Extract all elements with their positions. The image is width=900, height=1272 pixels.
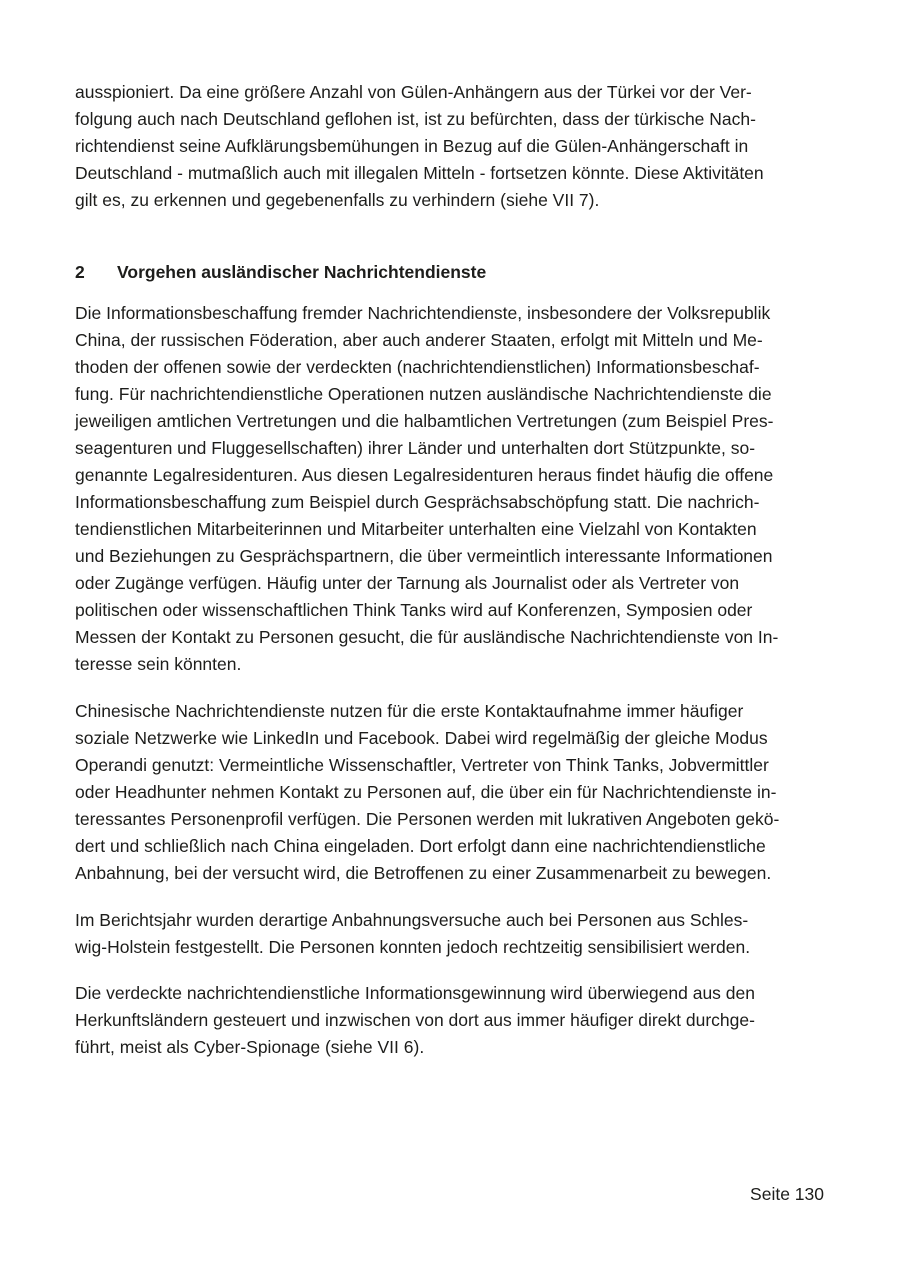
text-line: Deutschland - mutmaßlich auch mit illegalen Mitteln - fortsetzen könnte. Diese Aktivitäten	[75, 163, 764, 183]
text-line: richtendienst seine Aufklärungsbemühungen in Bezug auf die Gülen-Anhängerschaft in	[75, 136, 749, 156]
text-line: fung. Für nachrichtendienstliche Operationen nutzen ausländische Nachrichtendienste die	[75, 384, 772, 404]
text-line: folgung auch nach Deutschland geflohen ist, ist zu befürchten, dass der türkische Nach-	[75, 109, 756, 129]
text-line: tendienstlichen Mitarbeiterinnen und Mitarbeiter unterhalten eine Vielzahl von Kontakten	[75, 519, 757, 539]
text-line: Anbahnung, bei der versucht wird, die Betroffenen zu einer Zusammenarbeit zu bewegen.	[75, 863, 772, 883]
text-line: thoden der offenen sowie der verdeckten (nachrichtendienstlichen) Informationsbeschaf-	[75, 357, 760, 377]
text-line: Im Berichtsjahr wurden derartige Anbahnungsversuche auch bei Personen aus Schles-	[75, 910, 749, 930]
text-line: und Beziehungen zu Gesprächspartnern, die über vermeintlich interessante Informationen	[75, 546, 773, 566]
page-number: Seite 130	[750, 1184, 824, 1204]
text-line: teressantes Personenprofil verfügen. Die Personen werden mit lukrativen Angeboten gekö-	[75, 809, 780, 829]
section-number: 2	[75, 262, 85, 282]
text-line: Die Informationsbeschaffung fremder Nachrichtendienste, insbesondere der Volksrepublik	[75, 303, 771, 323]
text-line: dert und schließlich nach China eingeladen. Dort erfolgt dann eine nachrichtendienstliche	[75, 836, 766, 856]
text-line: soziale Netzwerke wie LinkedIn und Facebook. Dabei wird regelmäßig der gleiche Modus	[75, 728, 768, 748]
text-line: oder Headhunter nehmen Kontakt zu Personen auf, die über ein für Nachrichtendienste in-	[75, 782, 777, 802]
text-line: China, der russischen Föderation, aber auch anderer Staaten, erfolgt mit Mitteln und Me-	[75, 330, 763, 350]
text-line: gilt es, zu erkennen und gegebenenfalls zu verhindern (siehe VII 7).	[75, 190, 600, 210]
text-line: Messen der Kontakt zu Personen gesucht, die für ausländische Nachrichtendienste von In-	[75, 627, 779, 647]
text-line: Operandi genutzt: Vermeintliche Wissenschaftler, Vertreter von Think Tanks, Jobvermittler	[75, 755, 769, 775]
text-line: oder Zugänge verfügen. Häufig unter der Tarnung als Journalist oder als Vertreter von	[75, 573, 740, 593]
text-line: Chinesische Nachrichtendienste nutzen für die erste Kontaktaufnahme immer häufiger	[75, 701, 744, 721]
text-line: Informationsbeschaffung zum Beispiel durch Gesprächsabschöpfung statt. Die nachrich-	[75, 492, 760, 512]
text-line: wig-Holstein festgestellt. Die Personen konnten jedoch rechtzeitig sensibilisiert werden.	[75, 937, 751, 957]
section-title: Vorgehen ausländischer Nachrichtendienste	[117, 262, 487, 282]
text-line: jeweiligen amtlichen Vertretungen und die halbamtlichen Vertretungen (zum Beispiel Pres-	[75, 411, 774, 431]
text-line: ausspioniert. Da eine größere Anzahl von Gülen-Anhängern aus der Türkei vor der Ver-	[75, 82, 752, 102]
text-line: politischen oder wissenschaftlichen Think Tanks wird auf Konferenzen, Symposien oder	[75, 600, 753, 620]
text-line: Herkunftsländern gesteuert und inzwischen von dort aus immer häufiger direkt durchge-	[75, 1010, 755, 1030]
section-heading	[75, 262, 486, 283]
text-line: genannte Legalresidenturen. Aus diesen Legalresidenturen heraus findet häufig die offene	[75, 465, 774, 485]
text-line: führt, meist als Cyber-Spionage (siehe VII 6).	[75, 1037, 425, 1057]
text-line: Die verdeckte nachrichtendienstliche Informationsgewinnung wird überwiegend aus den	[75, 983, 755, 1003]
text-line: teresse sein könnten.	[75, 654, 242, 674]
text-line: seagenturen und Fluggesellschaften) ihrer Länder und unterhalten dort Stützpunkte, so-	[75, 438, 756, 458]
